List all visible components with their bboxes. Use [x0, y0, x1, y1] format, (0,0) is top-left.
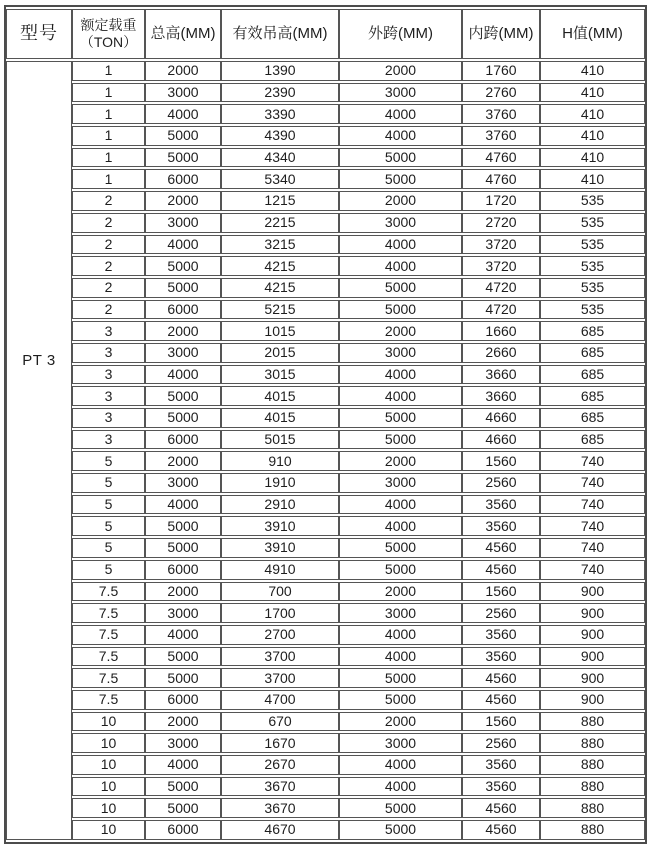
- header-row: [6, 9, 645, 59]
- cell-outer-span: 5000: [339, 430, 462, 450]
- cell-model: [6, 61, 72, 840]
- cell-inner-span: 2660: [462, 343, 540, 363]
- cell-effective-lift-height: 700: [221, 582, 339, 602]
- cell-rated-load: 2: [72, 191, 145, 211]
- cell-total-height: 4000: [145, 235, 221, 255]
- cell-h-value: 900: [540, 603, 645, 623]
- cell-effective-lift-height: 4700: [221, 690, 339, 710]
- cell-rated-load: 1: [72, 148, 145, 168]
- cell-rated-load: 5: [72, 538, 145, 558]
- table-header: [6, 9, 645, 59]
- cell-inner-span: 4720: [462, 278, 540, 298]
- cell-inner-span: 2720: [462, 213, 540, 233]
- cell-effective-lift-height: 1215: [221, 191, 339, 211]
- cell-h-value: 685: [540, 365, 645, 385]
- cell-outer-span: 5000: [339, 820, 462, 840]
- cell-effective-lift-height: 910: [221, 451, 339, 471]
- cell-total-height: 5000: [145, 777, 221, 797]
- table-row: [6, 321, 645, 341]
- table-row: [6, 83, 645, 103]
- cell-outer-span: 4000: [339, 755, 462, 775]
- cell-rated-load: 7.5: [72, 668, 145, 688]
- cell-effective-lift-height: 4215: [221, 278, 339, 298]
- cell-inner-span: 2760: [462, 83, 540, 103]
- cell-h-value: 685: [540, 408, 645, 428]
- cell-total-height: 4000: [145, 104, 221, 124]
- cell-h-value: 740: [540, 516, 645, 536]
- cell-h-value: 410: [540, 61, 645, 81]
- cell-rated-load: 10: [72, 798, 145, 818]
- cell-rated-load: 10: [72, 820, 145, 840]
- cell-rated-load: 3: [72, 365, 145, 385]
- cell-total-height: 3000: [145, 603, 221, 623]
- cell-rated-load: 10: [72, 733, 145, 753]
- cell-total-height: 4000: [145, 755, 221, 775]
- cell-rated-load: 3: [72, 321, 145, 341]
- table-row: [6, 408, 645, 428]
- cell-total-height: 6000: [145, 560, 221, 580]
- cell-outer-span: 2000: [339, 582, 462, 602]
- cell-inner-span: 3760: [462, 104, 540, 124]
- cell-effective-lift-height: 2215: [221, 213, 339, 233]
- header-cell-total-height: [145, 9, 221, 59]
- cell-h-value: 535: [540, 278, 645, 298]
- cell-total-height: 5000: [145, 408, 221, 428]
- cell-outer-span: 4000: [339, 386, 462, 406]
- cell-outer-span: 5000: [339, 668, 462, 688]
- table-row: [6, 473, 645, 493]
- spec-table: [4, 5, 647, 844]
- cell-inner-span: 4560: [462, 820, 540, 840]
- cell-h-value: 535: [540, 191, 645, 211]
- table-row: [6, 278, 645, 298]
- cell-h-value: 535: [540, 235, 645, 255]
- cell-total-height: 5000: [145, 538, 221, 558]
- table-row: [6, 256, 645, 276]
- cell-effective-lift-height: 4340: [221, 148, 339, 168]
- table-row: [6, 343, 645, 363]
- header-label: 内跨(MM): [468, 25, 534, 42]
- cell-inner-span: 4760: [462, 169, 540, 189]
- cell-rated-load: 1: [72, 169, 145, 189]
- cell-h-value: 740: [540, 473, 645, 493]
- table-row: [6, 733, 645, 753]
- cell-rated-load: 1: [72, 126, 145, 146]
- table-row: [6, 668, 645, 688]
- cell-inner-span: 1720: [462, 191, 540, 211]
- table-row: [6, 61, 645, 81]
- cell-outer-span: 5000: [339, 408, 462, 428]
- cell-h-value: 740: [540, 560, 645, 580]
- cell-total-height: 6000: [145, 690, 221, 710]
- table-row: [6, 126, 645, 146]
- cell-h-value: 410: [540, 169, 645, 189]
- cell-effective-lift-height: 670: [221, 712, 339, 732]
- cell-outer-span: 4000: [339, 126, 462, 146]
- table-row: [6, 365, 645, 385]
- cell-effective-lift-height: 1910: [221, 473, 339, 493]
- cell-outer-span: 4000: [339, 365, 462, 385]
- header-label: 有效吊高(MM): [232, 25, 328, 42]
- cell-effective-lift-height: 3700: [221, 647, 339, 667]
- cell-inner-span: 4560: [462, 690, 540, 710]
- header-cell-rated-load: [72, 9, 145, 59]
- cell-total-height: 3000: [145, 473, 221, 493]
- header-label: 型号: [20, 23, 58, 44]
- cell-inner-span: 4660: [462, 430, 540, 450]
- table-row: [6, 235, 645, 255]
- cell-h-value: 880: [540, 755, 645, 775]
- cell-h-value: 410: [540, 126, 645, 146]
- header-cell-model: [6, 9, 72, 59]
- header-label: 外跨(MM): [368, 25, 433, 42]
- cell-total-height: 2000: [145, 321, 221, 341]
- cell-total-height: 5000: [145, 126, 221, 146]
- cell-rated-load: 10: [72, 712, 145, 732]
- cell-h-value: 880: [540, 712, 645, 732]
- table-row: [6, 603, 645, 623]
- cell-inner-span: 3560: [462, 755, 540, 775]
- cell-inner-span: 3760: [462, 126, 540, 146]
- cell-effective-lift-height: 1670: [221, 733, 339, 753]
- cell-outer-span: 4000: [339, 647, 462, 667]
- cell-effective-lift-height: 4015: [221, 408, 339, 428]
- cell-effective-lift-height: 3215: [221, 235, 339, 255]
- cell-total-height: 5000: [145, 278, 221, 298]
- table-row: [6, 625, 645, 645]
- cell-outer-span: 2000: [339, 191, 462, 211]
- cell-total-height: 2000: [145, 712, 221, 732]
- cell-rated-load: 5: [72, 473, 145, 493]
- cell-inner-span: 2560: [462, 603, 540, 623]
- cell-inner-span: 3560: [462, 647, 540, 667]
- cell-rated-load: 5: [72, 495, 145, 515]
- cell-effective-lift-height: 3700: [221, 668, 339, 688]
- cell-h-value: 685: [540, 430, 645, 450]
- cell-rated-load: 1: [72, 61, 145, 81]
- cell-rated-load: 2: [72, 278, 145, 298]
- cell-rated-load: 5: [72, 516, 145, 536]
- cell-effective-lift-height: 4390: [221, 126, 339, 146]
- table-row: [6, 755, 645, 775]
- cell-effective-lift-height: 2910: [221, 495, 339, 515]
- cell-h-value: 900: [540, 690, 645, 710]
- cell-rated-load: 3: [72, 430, 145, 450]
- cell-total-height: 4000: [145, 495, 221, 515]
- cell-rated-load: 3: [72, 408, 145, 428]
- cell-outer-span: 4000: [339, 777, 462, 797]
- cell-h-value: 880: [540, 733, 645, 753]
- cell-h-value: 535: [540, 300, 645, 320]
- cell-total-height: 3000: [145, 343, 221, 363]
- cell-rated-load: 2: [72, 256, 145, 276]
- cell-outer-span: 2000: [339, 321, 462, 341]
- cell-total-height: 5000: [145, 386, 221, 406]
- cell-h-value: 685: [540, 343, 645, 363]
- cell-total-height: 3000: [145, 733, 221, 753]
- cell-inner-span: 1760: [462, 61, 540, 81]
- cell-inner-span: 1560: [462, 582, 540, 602]
- table-row: [6, 582, 645, 602]
- cell-effective-lift-height: 3670: [221, 777, 339, 797]
- table-row: [6, 538, 645, 558]
- table-row: [6, 690, 645, 710]
- cell-inner-span: 2560: [462, 473, 540, 493]
- cell-outer-span: 3000: [339, 83, 462, 103]
- table-row: [6, 191, 645, 211]
- cell-h-value: 410: [540, 148, 645, 168]
- cell-outer-span: 5000: [339, 538, 462, 558]
- cell-total-height: 3000: [145, 83, 221, 103]
- cell-outer-span: 5000: [339, 300, 462, 320]
- cell-h-value: 685: [540, 321, 645, 341]
- cell-total-height: 5000: [145, 668, 221, 688]
- cell-rated-load: 7.5: [72, 690, 145, 710]
- cell-total-height: 6000: [145, 300, 221, 320]
- cell-effective-lift-height: 2700: [221, 625, 339, 645]
- cell-outer-span: 3000: [339, 473, 462, 493]
- header-cell-h-value: [540, 9, 645, 59]
- header-cell-effective-lift-height: [221, 9, 339, 59]
- cell-rated-load: 2: [72, 300, 145, 320]
- cell-rated-load: 10: [72, 755, 145, 775]
- table-row: [6, 169, 645, 189]
- cell-rated-load: 7.5: [72, 647, 145, 667]
- cell-inner-span: 1660: [462, 321, 540, 341]
- cell-effective-lift-height: 4215: [221, 256, 339, 276]
- table-body: [6, 61, 645, 840]
- cell-h-value: 880: [540, 798, 645, 818]
- cell-total-height: 5000: [145, 256, 221, 276]
- cell-effective-lift-height: 3015: [221, 365, 339, 385]
- cell-effective-lift-height: 3910: [221, 538, 339, 558]
- cell-h-value: 410: [540, 104, 645, 124]
- cell-outer-span: 5000: [339, 560, 462, 580]
- header-cell-inner-span: [462, 9, 540, 59]
- cell-total-height: 5000: [145, 647, 221, 667]
- cell-outer-span: 5000: [339, 169, 462, 189]
- table-row: [6, 647, 645, 667]
- cell-h-value: 880: [540, 820, 645, 840]
- cell-effective-lift-height: 3910: [221, 516, 339, 536]
- cell-inner-span: 3560: [462, 495, 540, 515]
- cell-inner-span: 4720: [462, 300, 540, 320]
- cell-total-height: 2000: [145, 451, 221, 471]
- cell-rated-load: 7.5: [72, 625, 145, 645]
- cell-total-height: 5000: [145, 798, 221, 818]
- cell-inner-span: 4560: [462, 560, 540, 580]
- table-row: [6, 104, 645, 124]
- table-row: [6, 516, 645, 536]
- cell-total-height: 2000: [145, 582, 221, 602]
- cell-outer-span: 3000: [339, 343, 462, 363]
- cell-inner-span: 1560: [462, 451, 540, 471]
- cell-effective-lift-height: 1700: [221, 603, 339, 623]
- cell-h-value: 880: [540, 777, 645, 797]
- cell-total-height: 6000: [145, 820, 221, 840]
- cell-total-height: 2000: [145, 191, 221, 211]
- table-row: [6, 712, 645, 732]
- cell-outer-span: 3000: [339, 603, 462, 623]
- table-row: [6, 451, 645, 471]
- cell-h-value: 900: [540, 668, 645, 688]
- cell-total-height: 4000: [145, 365, 221, 385]
- cell-outer-span: 4000: [339, 104, 462, 124]
- cell-rated-load: 10: [72, 777, 145, 797]
- header-label: 额定载重: [80, 17, 137, 34]
- cell-total-height: 2000: [145, 61, 221, 81]
- cell-effective-lift-height: 5015: [221, 430, 339, 450]
- cell-h-value: 535: [540, 213, 645, 233]
- cell-rated-load: 7.5: [72, 603, 145, 623]
- cell-h-value: 740: [540, 538, 645, 558]
- model-label: PT 3: [22, 352, 56, 369]
- cell-outer-span: 2000: [339, 451, 462, 471]
- cell-h-value: 740: [540, 495, 645, 515]
- cell-inner-span: 3560: [462, 625, 540, 645]
- table-row: [6, 777, 645, 797]
- cell-effective-lift-height: 5215: [221, 300, 339, 320]
- cell-rated-load: 3: [72, 386, 145, 406]
- header-label: 总高(MM): [150, 25, 216, 42]
- cell-h-value: 740: [540, 451, 645, 471]
- cell-inner-span: 4560: [462, 668, 540, 688]
- cell-outer-span: 5000: [339, 690, 462, 710]
- table-row: [6, 213, 645, 233]
- cell-inner-span: 3560: [462, 516, 540, 536]
- cell-outer-span: 2000: [339, 712, 462, 732]
- header-label-line2: （TON）: [79, 34, 138, 50]
- cell-effective-lift-height: 2670: [221, 755, 339, 775]
- cell-rated-load: 1: [72, 83, 145, 103]
- cell-effective-lift-height: 1390: [221, 61, 339, 81]
- cell-inner-span: 4560: [462, 798, 540, 818]
- cell-inner-span: 1560: [462, 712, 540, 732]
- cell-rated-load: 5: [72, 451, 145, 471]
- cell-outer-span: 5000: [339, 278, 462, 298]
- cell-effective-lift-height: 2390: [221, 83, 339, 103]
- cell-outer-span: 3000: [339, 213, 462, 233]
- cell-total-height: 6000: [145, 430, 221, 450]
- cell-total-height: 6000: [145, 169, 221, 189]
- cell-effective-lift-height: 4670: [221, 820, 339, 840]
- cell-total-height: 5000: [145, 516, 221, 536]
- cell-h-value: 410: [540, 83, 645, 103]
- cell-total-height: 4000: [145, 625, 221, 645]
- cell-rated-load: 3: [72, 343, 145, 363]
- cell-outer-span: 5000: [339, 798, 462, 818]
- cell-inner-span: 3720: [462, 256, 540, 276]
- cell-h-value: 900: [540, 647, 645, 667]
- cell-effective-lift-height: 5340: [221, 169, 339, 189]
- header-label: H值(MM): [562, 25, 623, 42]
- table-row: [6, 430, 645, 450]
- table-row: [6, 798, 645, 818]
- header-cell-outer-span: [339, 9, 462, 59]
- cell-rated-load: 5: [72, 560, 145, 580]
- table-row: [6, 820, 645, 840]
- cell-outer-span: 4000: [339, 235, 462, 255]
- cell-h-value: 535: [540, 256, 645, 276]
- cell-outer-span: 5000: [339, 148, 462, 168]
- cell-effective-lift-height: 3390: [221, 104, 339, 124]
- cell-inner-span: 3660: [462, 386, 540, 406]
- cell-effective-lift-height: 2015: [221, 343, 339, 363]
- cell-outer-span: 4000: [339, 256, 462, 276]
- cell-inner-span: 4560: [462, 538, 540, 558]
- cell-inner-span: 3560: [462, 777, 540, 797]
- cell-rated-load: 2: [72, 235, 145, 255]
- table-row: [6, 148, 645, 168]
- cell-outer-span: 4000: [339, 495, 462, 515]
- cell-outer-span: 4000: [339, 625, 462, 645]
- cell-effective-lift-height: 3670: [221, 798, 339, 818]
- cell-outer-span: 2000: [339, 61, 462, 81]
- cell-effective-lift-height: 4015: [221, 386, 339, 406]
- cell-outer-span: 3000: [339, 733, 462, 753]
- table-row: [6, 560, 645, 580]
- cell-inner-span: 2560: [462, 733, 540, 753]
- cell-h-value: 900: [540, 582, 645, 602]
- cell-h-value: 900: [540, 625, 645, 645]
- cell-effective-lift-height: 4910: [221, 560, 339, 580]
- cell-h-value: 685: [540, 386, 645, 406]
- table-row: [6, 386, 645, 406]
- cell-inner-span: 4660: [462, 408, 540, 428]
- cell-rated-load: 1: [72, 104, 145, 124]
- cell-outer-span: 4000: [339, 516, 462, 536]
- cell-total-height: 5000: [145, 148, 221, 168]
- cell-rated-load: 2: [72, 213, 145, 233]
- cell-rated-load: 7.5: [72, 582, 145, 602]
- cell-total-height: 3000: [145, 213, 221, 233]
- cell-inner-span: 3660: [462, 365, 540, 385]
- cell-inner-span: 3720: [462, 235, 540, 255]
- table-row: [6, 495, 645, 515]
- table-row: [6, 300, 645, 320]
- cell-inner-span: 4760: [462, 148, 540, 168]
- cell-effective-lift-height: 1015: [221, 321, 339, 341]
